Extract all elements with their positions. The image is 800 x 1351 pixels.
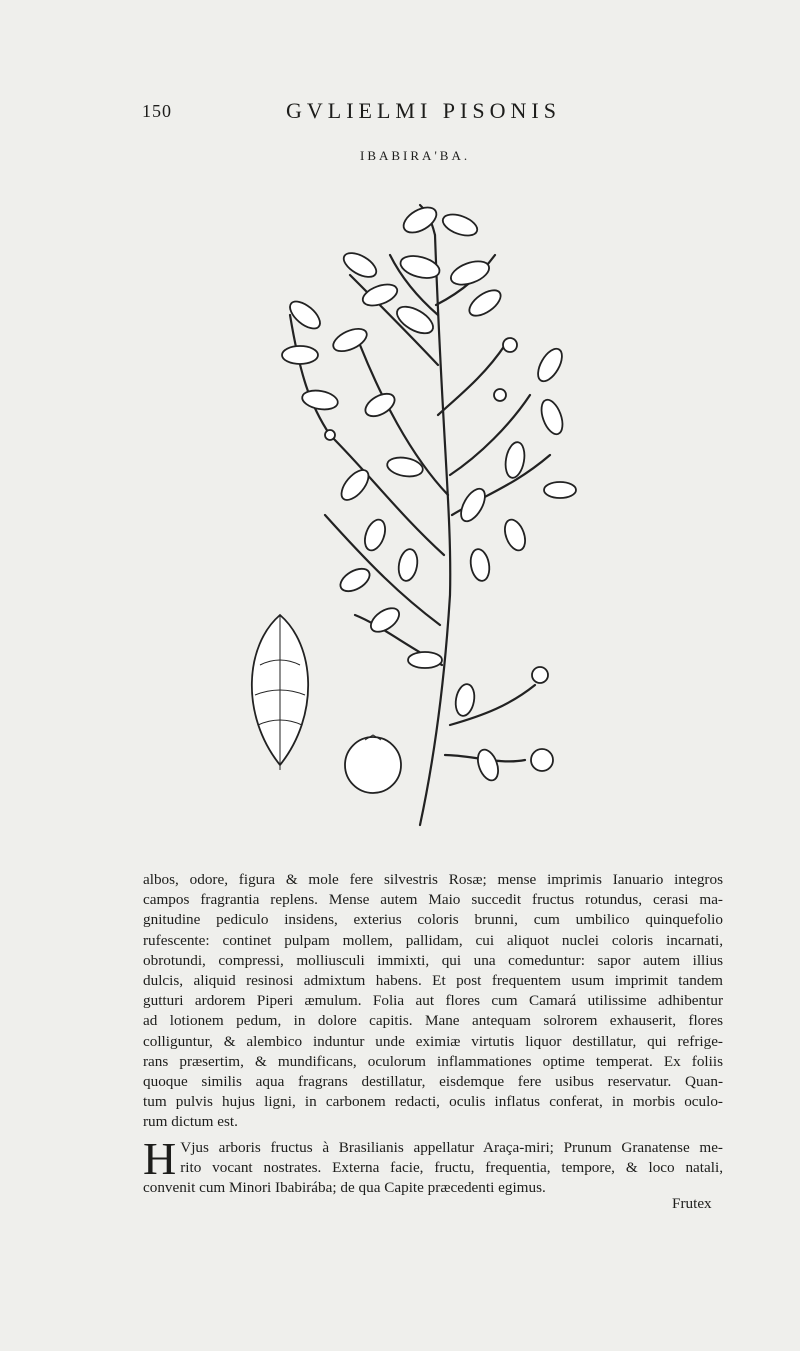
- text-line: rans præsertim, & mundificans, oculorum inflammationes optime temperat. Ex foliis: [143, 1052, 723, 1070]
- catchword: Frutex: [672, 1195, 712, 1212]
- text-line: albos, odore, figura & mole fere silvestris Rosæ; mense imprimis Ianuario integros: [143, 871, 723, 888]
- text-line: rum dictum est.: [143, 1113, 238, 1131]
- fruit-detail: [345, 737, 401, 793]
- text-line: obrotundi, compressi, molliusculi immixti, qui una comeduntur: sapor autem illius: [143, 951, 723, 969]
- text-line: gutturi ardorem Piperi æmulum. Folia aut flores cum Camará utilissime adhibentur: [143, 992, 723, 1010]
- text-line: tum pulvis hujus ligni, in carbonem redacti, oculis inflatus conferat, in morbis oculo-: [143, 1093, 723, 1111]
- text-line: campos fragrantia replens. Mense autem Maio succedit fructus rotundus, cerasi ma-: [143, 891, 723, 909]
- text-line: rito vocant nostrates. Externa facie, fructu, frequentia, tempore, & loco natali,: [180, 1159, 723, 1177]
- running-head: GVLIELMI PISONIS: [286, 98, 561, 123]
- text-line: gnitudine pediculo insidens, exterius coloris brunni, cum umbilico quinquefolio: [143, 911, 723, 929]
- text-line: dulcis, aliquid resinosi admixtum habens. Et post frequentem usum imprimit tandem: [143, 972, 723, 990]
- drop-cap: H: [143, 1133, 177, 1184]
- text-line: rufescente: continet pulpam mollem, pallidam, cui aliquot nuclei coloris incarnati,: [143, 931, 723, 949]
- second-paragraph: [143, 1133, 723, 1199]
- text-line: Vjus arboris fructus à Brasilianis appellatur Araça-miri; Prunum Granatense me-: [180, 1139, 723, 1156]
- page-number: 150: [142, 101, 172, 121]
- text-line: convenit cum Minori Ibabirába; de qua Capite præcedenti egimus.: [143, 1179, 546, 1197]
- botanical-woodcut-illustration: [230, 195, 600, 835]
- text-line: colliguntur, & alembico induntur unde eximiæ virtutis liquor destillatur, qui refrige-: [143, 1032, 723, 1050]
- text-line: ad lotionem pedum, in dolore capitis. Mane antequam solrorem exhauserit, flores: [143, 1012, 723, 1030]
- plate-title: IBABIRA'BA.: [360, 148, 471, 163]
- text-line: quoque similis aqua fragrans destillatur, eisdemque fere usibus reservatur. Quan-: [143, 1073, 723, 1091]
- main-paragraph: [143, 870, 723, 1133]
